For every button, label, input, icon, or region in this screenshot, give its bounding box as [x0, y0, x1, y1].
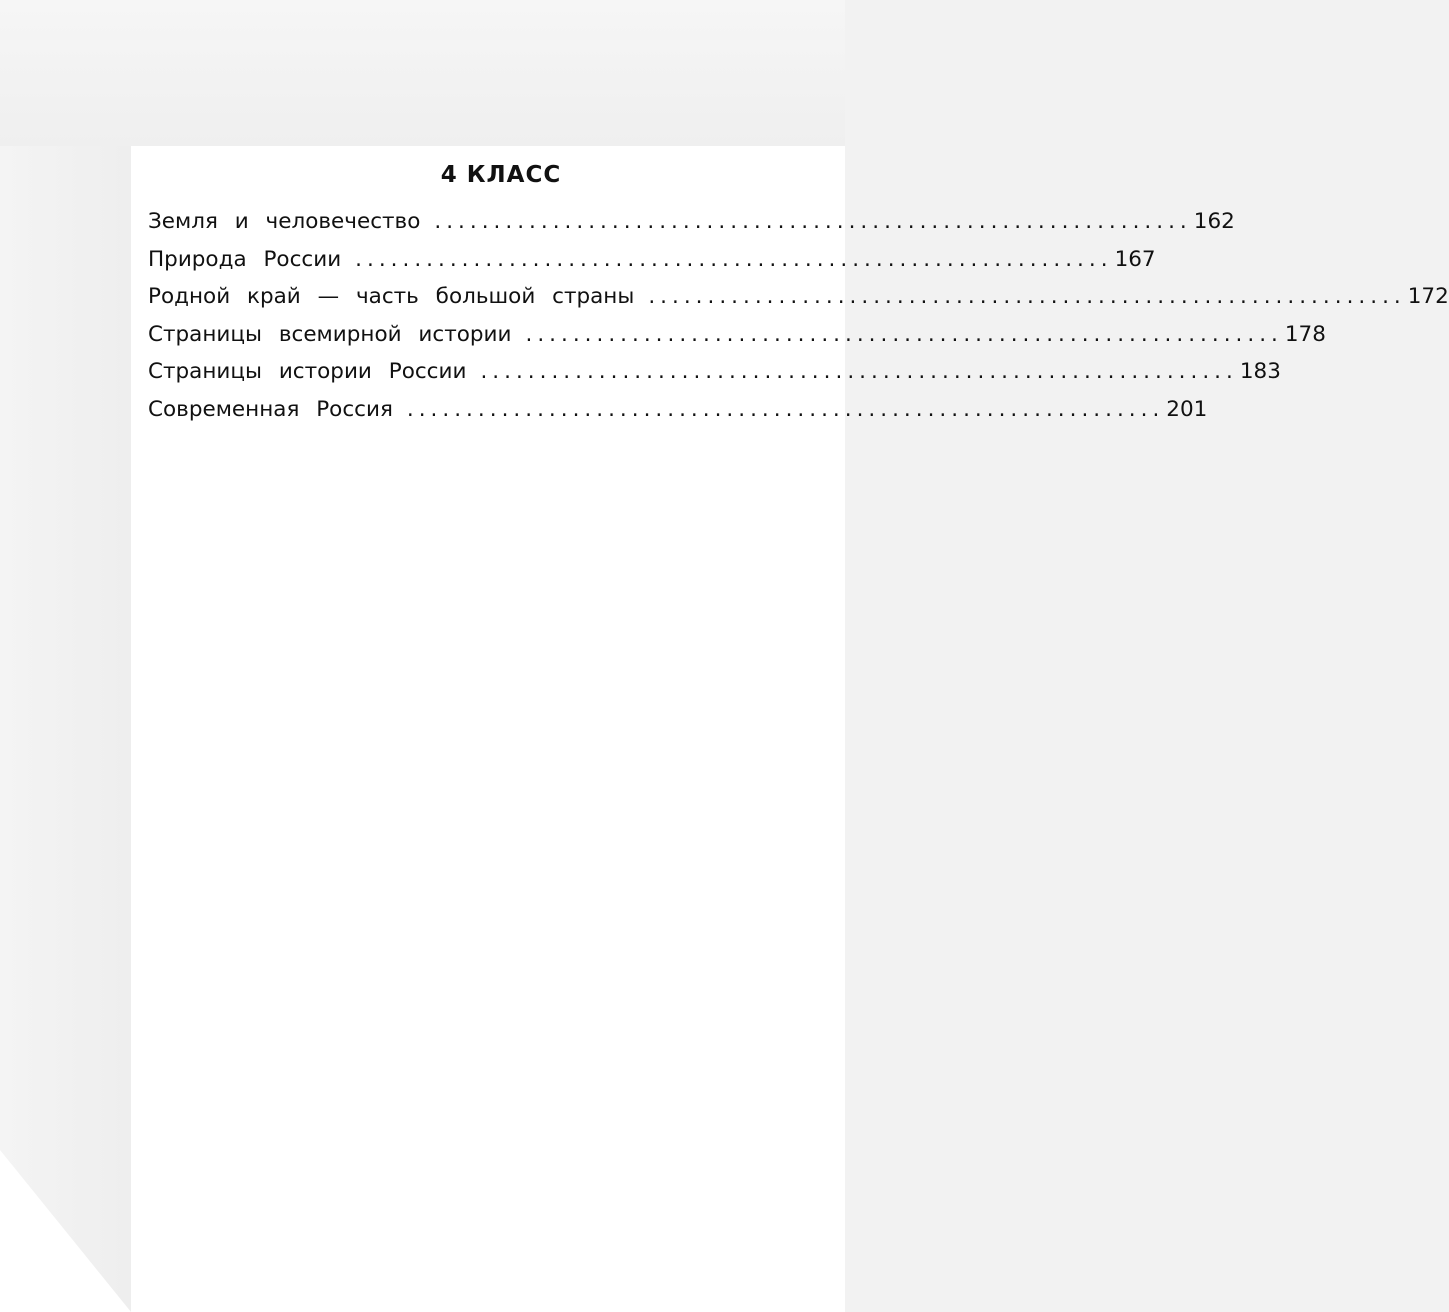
scan-background-left [0, 146, 131, 1312]
toc-leader-dots: ................................................................ [406, 396, 1165, 422]
toc-entry-sovremennaya-rossiya[interactable] [148, 391, 1208, 429]
toc-page-number: 201 [1166, 396, 1208, 422]
toc-entry-istoriya-rossii[interactable] [148, 353, 1281, 391]
toc-leader-dots: ................................................................ [355, 246, 1113, 272]
toc-entry-priroda[interactable] [148, 241, 1156, 279]
toc-page-number: 183 [1239, 359, 1281, 384]
book-page [131, 146, 1449, 1312]
toc-entry-rodnoy-kray[interactable] [148, 278, 1449, 316]
toc-leader-dots: ................................................................ [480, 359, 1238, 384]
toc-entry-label: Современная Россия [148, 396, 393, 422]
scan-page-corner [0, 1150, 131, 1312]
toc-entry-zemlya[interactable] [148, 203, 1235, 241]
toc-page-number: 167 [1114, 246, 1156, 272]
toc-entry-label: Страницы истории России [148, 359, 467, 384]
toc-entry-label: Земля и человечество [148, 209, 421, 234]
toc-page-number: 172 [1407, 284, 1449, 309]
toc-entry-label: Страницы всемирной истории [148, 321, 512, 347]
toc-page-number: 178 [1284, 321, 1326, 347]
toc-leader-dots: ................................................................ [648, 284, 1406, 309]
section-title: 4 КЛАСС [440, 162, 562, 188]
table-of-contents [148, 203, 1449, 428]
toc-entry-vsemirnaya-istoriya[interactable] [148, 316, 1326, 354]
toc-leader-dots: ................................................................ [525, 321, 1283, 347]
toc-leader-dots: ................................................................ [434, 209, 1192, 234]
toc-entry-label: Природа России [148, 246, 342, 272]
toc-page-number: 162 [1193, 209, 1235, 234]
toc-entry-label: Родной край — часть большой страны [148, 284, 635, 309]
scan-background-top [0, 0, 845, 146]
